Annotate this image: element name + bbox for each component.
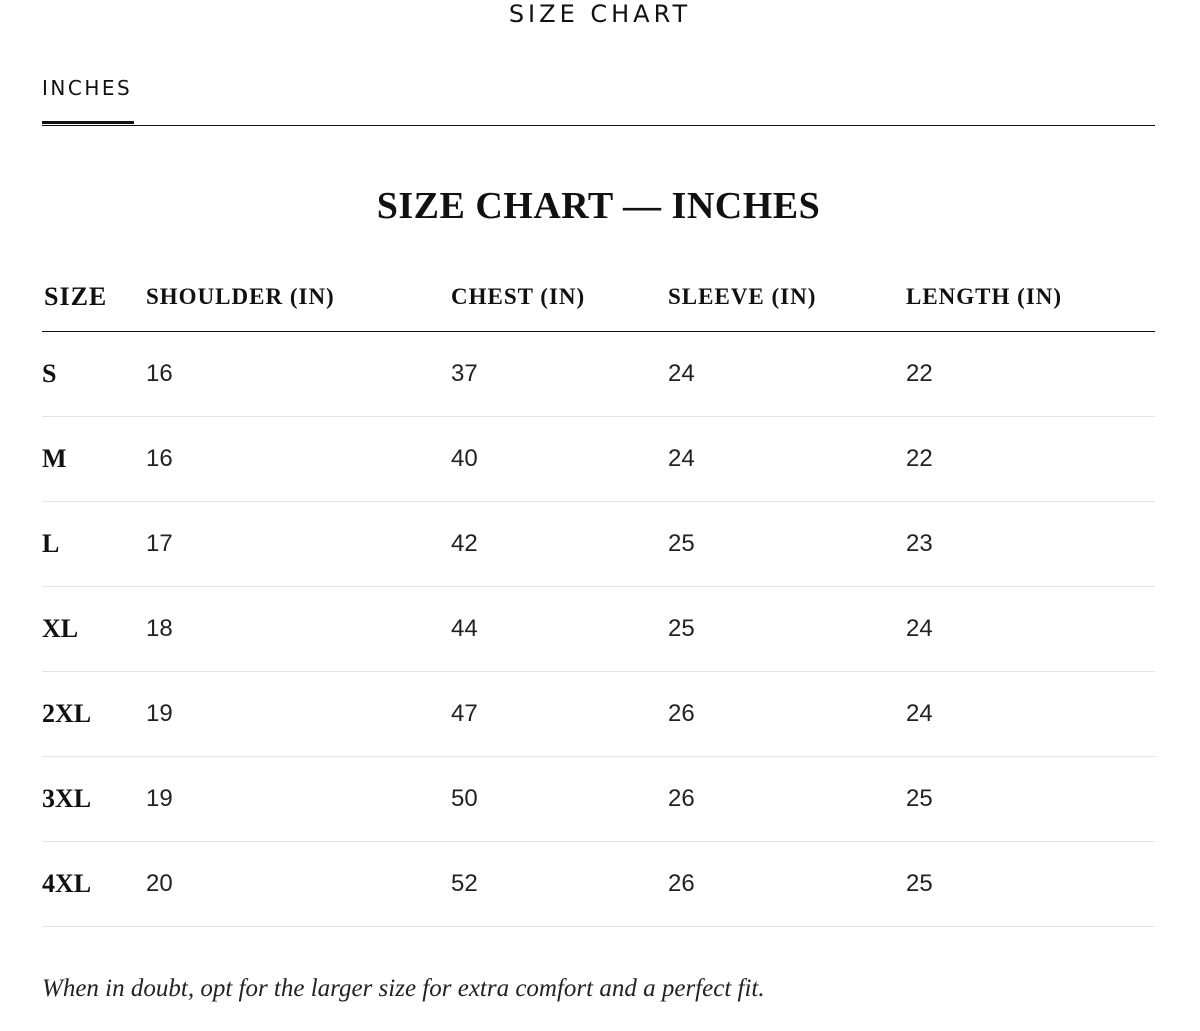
length-cell: 24: [906, 587, 1155, 672]
size-cell: 2XL: [42, 672, 146, 757]
chest-cell: 37: [451, 332, 668, 417]
table-row: [42, 842, 1155, 927]
shoulder-cell: 19: [146, 672, 451, 757]
column-header-shoulder: SHOULDER (IN): [146, 262, 451, 332]
shoulder-cell: 18: [146, 587, 451, 672]
table-row: [42, 672, 1155, 757]
table-row: [42, 587, 1155, 672]
size-cell: 4XL: [42, 842, 146, 927]
length-cell: 22: [906, 417, 1155, 502]
column-header-sleeve: SLEEVE (IN): [668, 262, 906, 332]
sleeve-cell: 25: [668, 502, 906, 587]
table-row: [42, 332, 1155, 417]
fit-advice-note: When in doubt, opt for the larger size for extra comfort and a perfect fit.: [42, 975, 765, 1002]
shoulder-cell: 19: [146, 757, 451, 842]
chest-cell: 44: [451, 587, 668, 672]
length-cell: 24: [906, 672, 1155, 757]
length-cell: 25: [906, 842, 1155, 927]
size-cell: XL: [42, 587, 146, 672]
length-cell: 25: [906, 757, 1155, 842]
shoulder-cell: 16: [146, 417, 451, 502]
sleeve-cell: 25: [668, 587, 906, 672]
table-row: [42, 417, 1155, 502]
column-header-length: LENGTH (IN): [906, 262, 1155, 332]
sleeve-cell: 24: [668, 417, 906, 502]
size-table: [42, 262, 1155, 927]
chart-heading: SIZE CHART — INCHES: [376, 185, 821, 227]
chest-cell: 47: [451, 672, 668, 757]
chest-cell: 42: [451, 502, 668, 587]
size-cell: S: [42, 332, 146, 417]
shoulder-cell: 20: [146, 842, 451, 927]
table-header-row: [42, 262, 1155, 332]
size-cell: M: [42, 417, 146, 502]
shoulder-cell: 16: [146, 332, 451, 417]
column-header-size: SIZE: [42, 262, 146, 332]
table-row: [42, 757, 1155, 842]
length-cell: 22: [906, 332, 1155, 417]
table-row: [42, 502, 1155, 587]
chest-cell: 40: [451, 417, 668, 502]
sleeve-cell: 26: [668, 757, 906, 842]
tab-inches[interactable]: INCHES: [42, 74, 134, 123]
unit-tabs: [42, 74, 1155, 126]
length-cell: 23: [906, 502, 1155, 587]
size-cell: 3XL: [42, 757, 146, 842]
size-cell: L: [42, 502, 146, 587]
column-header-chest: CHEST (IN): [451, 262, 668, 332]
shoulder-cell: 17: [146, 502, 451, 587]
size-chart-title: SIZE CHART: [508, 0, 692, 28]
chest-cell: 50: [451, 757, 668, 842]
sleeve-cell: 24: [668, 332, 906, 417]
chest-cell: 52: [451, 842, 668, 927]
sleeve-cell: 26: [668, 672, 906, 757]
sleeve-cell: 26: [668, 842, 906, 927]
